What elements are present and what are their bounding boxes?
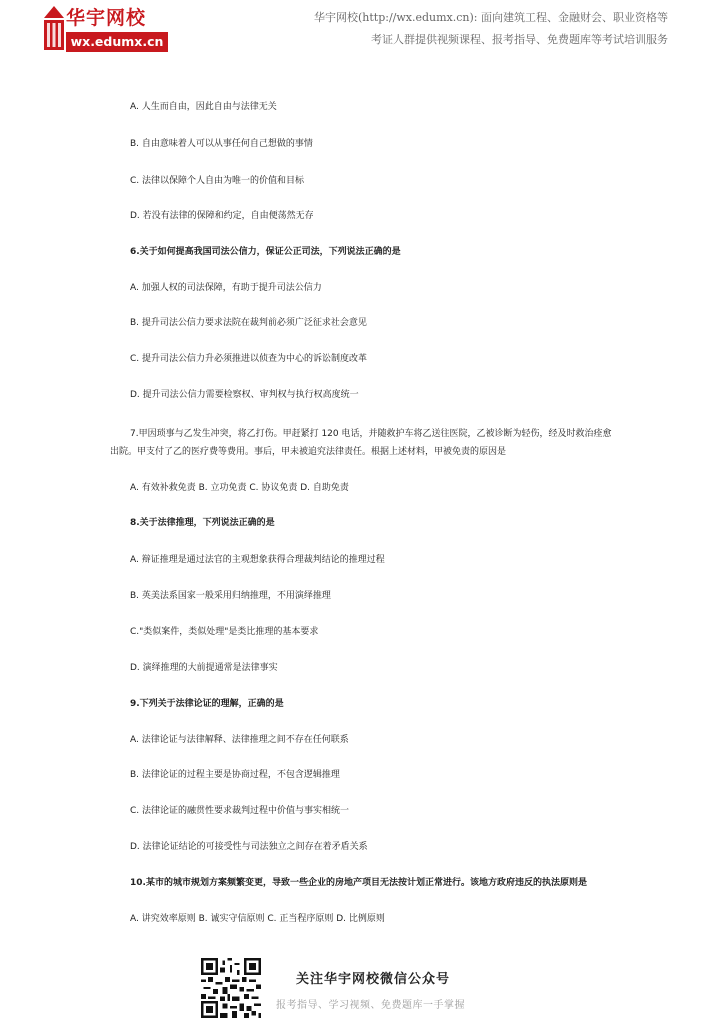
option-7: A. 有效补救免责 B. 立功免责 C. 协议免责 D. 自助免责	[130, 483, 349, 493]
option-9c: C. 法律论证的融贯性要求裁判过程中价值与事实相统一	[130, 806, 350, 816]
footer-subtitle: 报考指导、学习视频、免费题库一手掌握	[276, 1000, 465, 1011]
qr-code-icon[interactable]	[201, 958, 261, 1018]
pencil-icon	[44, 6, 64, 50]
option-5a: A. 人生而自由，因此自由与法律无关	[130, 102, 277, 112]
option-5d: D. 若没有法律的保障和约定，自由便荡然无存	[130, 211, 314, 221]
option-8d: D. 演绎推理的大前提通常是法律事实	[130, 663, 278, 673]
page-footer	[0, 950, 724, 1024]
option-5c: C. 法律以保障个人自由为唯一的价值和目标	[130, 176, 305, 186]
option-9d: D. 法律论证结论的可接受性与司法独立之间存在着矛盾关系	[130, 842, 368, 852]
logo-url: wx.edumx.cn	[66, 32, 168, 52]
option-8c: C."类似案件，类似处理"是类比推理的基本要求	[130, 627, 319, 637]
option-5b: B. 自由意味着人可以从事任何自己想做的事情	[130, 139, 313, 149]
question-8: 8.关于法律推理，下列说法正确的是	[130, 518, 275, 528]
question-9: 9.下列关于法律论证的理解，正确的是	[130, 699, 284, 709]
option-9b: B. 法律论证的过程主要是协商过程，不包含逻辑推理	[130, 770, 340, 780]
logo-name: 华宇网校	[66, 7, 147, 29]
option-6c: C. 提升司法公信力升必须推进以侦查为中心的诉讼制度改革	[130, 354, 368, 364]
option-8a: A. 辩证推理是通过法官的主观想象获得合理裁判结论的推理过程	[130, 555, 385, 565]
header-tagline-2: 考证人群提供视频课程、报考指导、免费题库等考试培训服务	[371, 33, 668, 46]
option-6d: D. 提升司法公信力需要检察权、审判权与执行权高度统一	[130, 390, 359, 400]
option-9a: A. 法律论证与法律解释、法律推理之间不存在任何联系	[130, 735, 349, 745]
option-6b: B. 提升司法公信力要求法院在裁判前必须广泛征求社会意见	[130, 318, 367, 328]
header-tagline-1: 华宇网校(http://wx.edumx.cn): 面向建筑工程、金融财会、职业资格等	[314, 11, 668, 24]
question-6: 6.关于如何提高我国司法公信力，保证公正司法，下列说法正确的是	[130, 247, 401, 257]
question-10: 10.某市的城市规划方案频繁变更，导致一些企业的房地产项目无法按计划正常进行。该地方政府违反的执法原则是	[130, 878, 587, 888]
option-6a: A. 加强人权的司法保障，有助于提升司法公信力	[130, 283, 322, 293]
option-10: A. 讲究效率原则 B. 诚实守信原则 C. 正当程序原则 D. 比例原则	[130, 914, 385, 924]
question-7: 7.甲因琐事与乙发生冲突，将乙打伤。甲赶紧打 120 电话，并随救护车将乙送往医院，乙被诊断为轻伤，经及时救治痊愈出院。甲支付了乙的医疗费等费用。事后，甲未被追究法律责任。根据上述材料，甲被免责的原因是	[110, 429, 612, 457]
option-8b: B. 英美法系国家一般采用归纳推理，不用演绎推理	[130, 591, 331, 601]
page-header	[0, 0, 724, 60]
footer-title: 关注华宇网校微信公众号	[296, 972, 451, 987]
logo[interactable]	[44, 6, 168, 52]
